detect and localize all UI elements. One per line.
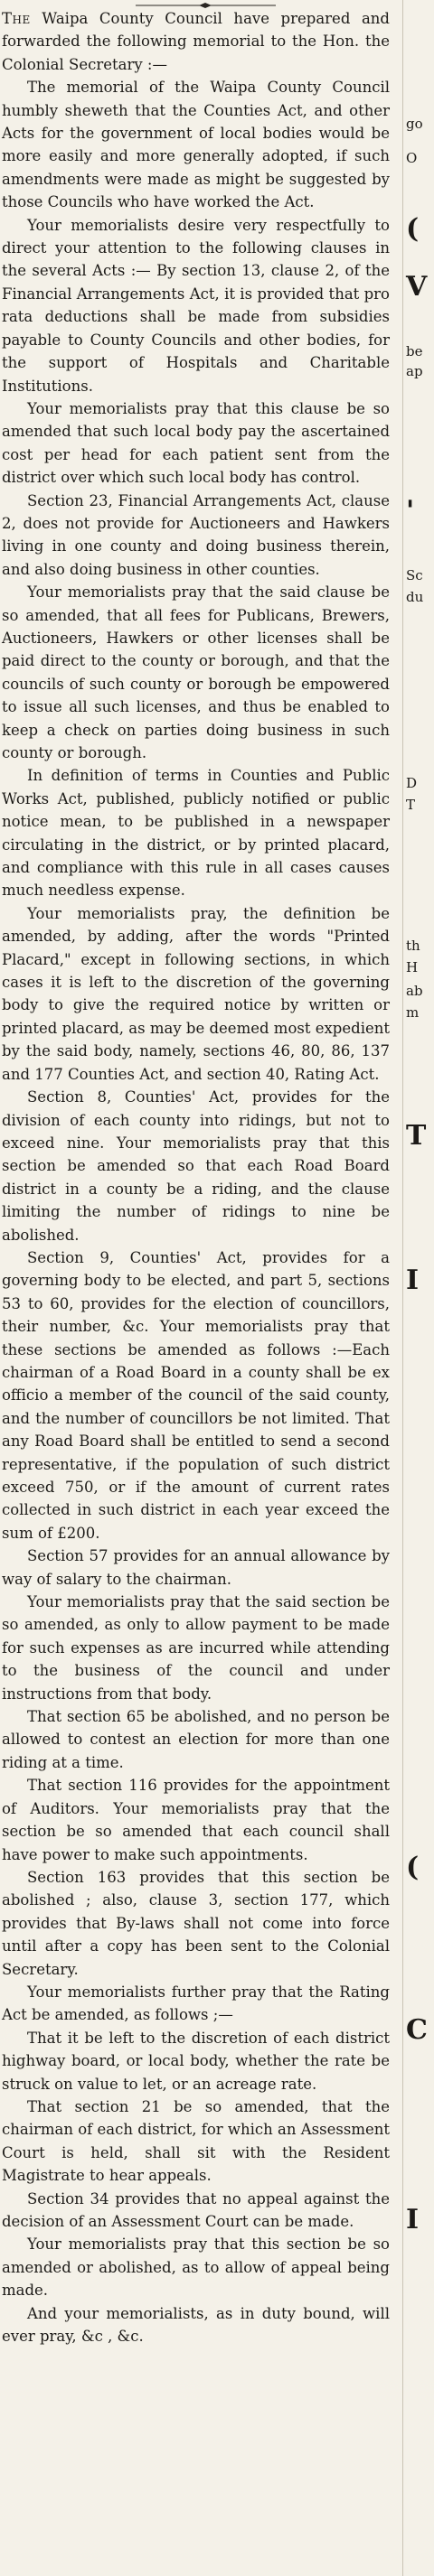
article-paragraph: Your memorialists pray that this clause be so amended that such local body pay the ascertained cost per head for each patient sent from the district over which such local body has control.: [2, 399, 390, 487]
adjacent-column-fragment: D: [406, 775, 418, 791]
article-paragraph: In definition of terms in Counties and Public Works Act, published, publicly notified or public notice mean, to be published in a newspaper circulating in the district, or by printed placard, and compliance with this rule in all cases causes much needless expense.: [2, 767, 390, 900]
article-paragraph: Section 163 provides that this section be abolished ; also, clause 3, section 177, which provides that By-laws shall not come into force until after a copy has been sent to the Colonial Secretary.: [2, 1868, 390, 1978]
article-paragraph: Section 9, Counties' Act, provides for a governing body to be elected, and part 5, sections 53 to 60, provides for the election of councillors, their number, &c. Your memorialists pray that these sections be amended as follows :—Each chairman of a Road Board in a county shall be ex officio a member of the council of the said county, and the number of councillors be not limited. That any Road Board shall be entitled to send a second representative, if the population of such district exceed 750, or if the amount of current rates collected in such district in each year exceed the sum of £200.: [2, 1248, 390, 1542]
article-paragraph: Your memorialists pray that the said section be so amended, as only to allow payment to be made for such expenses as are incurred while attending to the business of the council and under instructions from that body.: [2, 1593, 390, 1703]
adjacent-column-fragment: H: [406, 959, 419, 975]
article-paragraph: Your memorialists further pray that the Rating Act be amended, as follows ;—: [2, 1983, 390, 2024]
adjacent-column-fragment: ab: [406, 983, 423, 999]
adjacent-column-fragment: T: [406, 1120, 427, 1152]
adjacent-column-fragment: du: [406, 589, 424, 605]
article-paragraph: Section 57 provides for an annual allowance by way of salary to the chairman.: [2, 1547, 390, 1588]
adjacent-column-fragment: I: [406, 2204, 420, 2235]
lead-first-word: The: [2, 10, 31, 27]
article-paragraph: Section 23, Financial Arrangements Act, clause 2, does not provide for Auctioneers and Hawkers living in one county and doing business therein, and also doing business in other counties.: [2, 491, 390, 578]
adjacent-column-fragment: be: [406, 343, 423, 359]
article-paragraph: And your memorialists, as in duty bound, will ever pray, &c , &c.: [2, 2304, 390, 2346]
adjacent-column-fragment: go: [406, 116, 423, 132]
article-paragraph: The memorial of the Waipa County Council humbly sheweth that the Counties Act, and other Acts for the government of local bodies would be more easily and more generally adopted, if such amendments were made as might be suggested by those Councils who have worked the Act.: [2, 79, 390, 211]
article-paragraph: Your memorialists pray that the said clause be so amended, that all fees for Publicans, Brewers, Auctioneers, Hawkers or other licenses shall be paid direct to the county or borough, and that the councils of such county or borough be empowered to issue all such licenses, and thus be enabled to keep a check on parties doing business in such county or borough.: [2, 583, 390, 761]
article-lead-paragraph: [2, 7, 390, 76]
lead-text: Waipa County Council have prepared and forwarded the following memorial to the Hon. the Colonial Secretary :—: [2, 10, 390, 73]
article-body: [2, 76, 390, 2347]
article-paragraph: Section 8, Counties' Act, provides for the division of each county into ridings, but not to exceed nine. Your memorialists pray that this section be amended so that each Road Board district in a county be a riding, and the clause limiting the number of ridings to nine be abolished.: [2, 1088, 390, 1244]
article-paragraph: That section 65 be abolished, and no person be allowed to contest an election for more than one riding at a time.: [2, 1708, 390, 1771]
adjacent-column-fragment: th: [406, 938, 420, 954]
article-paragraph: Your memorialists pray, the definition be amended, by adding, after the words "Printed Placard," except in following sections, in which cases it is left to the discretion of the governing body to give the required notice by written or printed placard, as may be deemed most expedient by the said body, namely, sections 46, 80, 86, 137 and 177 Counties Act, and section 40, Rating Act.: [2, 904, 390, 1083]
adjacent-column-fragment: (: [406, 1852, 420, 1883]
adjacent-column-fragment: I: [406, 1265, 420, 1296]
adjacent-column-fragment: T: [406, 797, 416, 813]
article-paragraph: Section 34 provides that no appeal against the decision of an Assessment Court can be made.: [2, 2189, 390, 2230]
adjacent-column-fragment: ': [406, 495, 415, 527]
article-paragraph: Your memorialists pray that this section be so amended or abolished, as to allow of appeal being made.: [2, 2235, 390, 2300]
adjacent-column-fragment: m: [406, 1004, 420, 1021]
article-paragraph: That section 21 be so amended, that the chairman of each district, for which an Assessment Court is held, shall sit with the Resident Magistrate to hear appeals.: [2, 2097, 390, 2185]
adjacent-column-fragment: ap: [406, 363, 423, 379]
article-paragraph: Your memorialists desire very respectfully to direct your attention to the following clauses in the several Acts :— By section 13, clause 2, of the Financial Arrangements Act, it is provided that pro rata deductions shall be made from subsidies payable to County Councils and other bodies, for the support of Hospitals and Charitable Institutions.: [2, 216, 390, 395]
article-paragraph: That section 116 provides for the appointment of Auditors. Your memorialists pray that the section be so amended that each council shall have power to make such appointments.: [2, 1777, 390, 1863]
adjacent-column-edge: [402, 0, 434, 2576]
adjacent-column-fragment: (: [406, 213, 420, 245]
adjacent-column-fragment: O: [406, 150, 418, 166]
adjacent-column-fragment: C: [406, 2014, 428, 2046]
adjacent-column-fragment: V: [406, 271, 428, 303]
adjacent-column-fragment: Sc: [406, 567, 423, 583]
article-paragraph: That it be left to the discretion of each district highway board, or local body, whether the rate be struck on value to let, or an acreage rate.: [2, 2029, 390, 2093]
